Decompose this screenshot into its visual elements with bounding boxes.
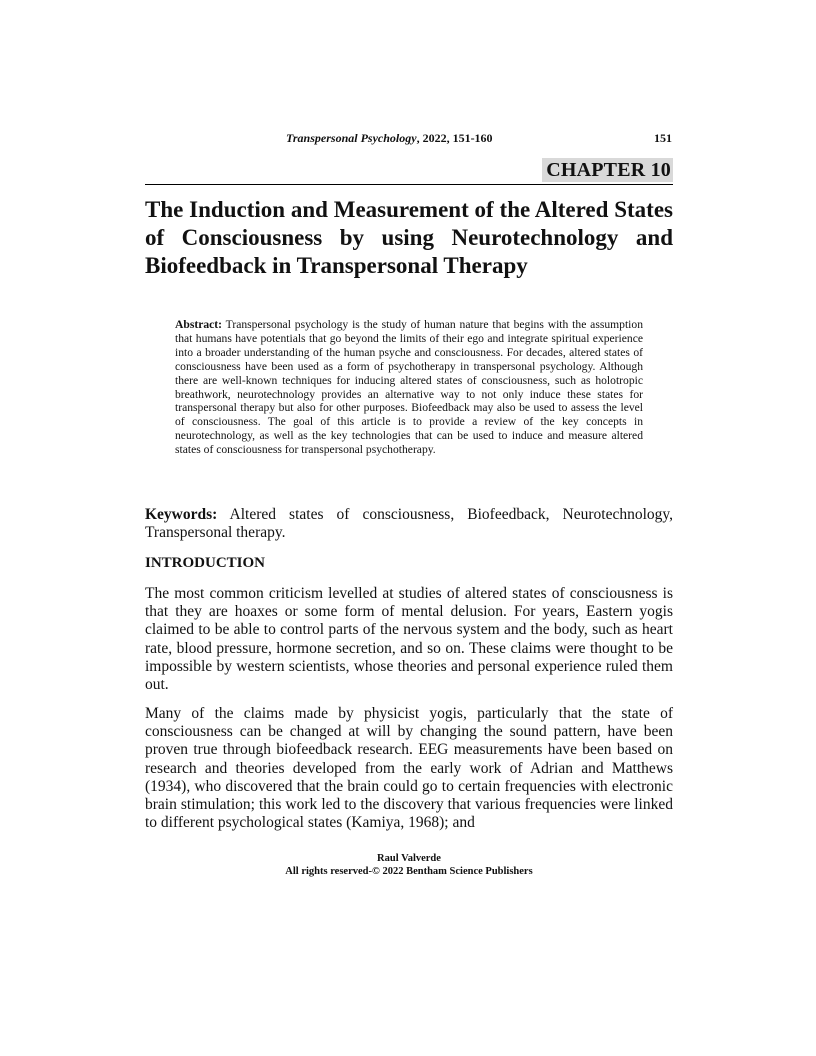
journal-name: Transpersonal Psychology (286, 131, 417, 145)
abstract (175, 318, 643, 457)
body-paragraph: Many of the claims made by physicist yogis, particularly that the state of consciousness can be changed at will by changing the sound pattern, have been proven true through biofeedback research. EEG measurements have been based on research and theories developed from the early work of Adrian and Matthews (1934), who discovered that the brain could go to certain frequencies with electronic brain stimulation; this work led to the discovery that various frequencies were linked to different psychological states (Kamiya, 1968); and (145, 705, 673, 832)
abstract-text: Transpersonal psychology is the study of human nature that begins with the assumption that humans have potentials that go beyond the limits of their ego and integrate spiritual experience into a broader understanding of the human psyche and consciousness. For decades, altered states of consciousness have been used as a form of psychotherapy in transpersonal psychology. Although there are well-known techniques for inducing altered states of consciousness, such as holotropic breathwork, neurotechnology provides an alternative way to not only induce these states for transpersonal therapy but also for other purposes. Biofeedback may also be used to assess the level of consciousness. The goal of this article is to provide a review of the key concepts in neurotechnology, as well as the key technologies that can be used to induce and measure altered states of consciousness for transpersonal psychotherapy. (175, 318, 643, 457)
keywords (145, 506, 673, 542)
chapter-banner (145, 156, 673, 185)
keywords-label: Keywords: (145, 506, 218, 523)
section-heading-introduction: INTRODUCTION (145, 555, 266, 571)
journal-citation (286, 131, 493, 146)
article-title: The Induction and Measurement of the Altered States of Consciousness by using Neurotechnology and Biofeedback in Transpersonal Therapy (145, 197, 673, 278)
citation-range: , 2022, 151-160 (416, 131, 493, 145)
page-number: 151 (654, 131, 672, 145)
body-paragraph: The most common criticism levelled at studies of altered states of consciousness is that they are hoaxes or some form of mental delusion. For years, Eastern yogis claimed to be able to control parts of the nervous system and the body, such as heart rate, blood pressure, hormone secretion, and so on. These claims were thought to be impossible by western scientists, whose theories and personal experience ruled them out. (145, 585, 673, 694)
keywords-text: Altered states of consciousness, Biofeedback, Neurotechnology, Transpersonal therapy. (145, 506, 673, 541)
footer-author: Raul Valverde (377, 853, 441, 864)
abstract-label: Abstract: (175, 318, 223, 331)
running-header (145, 131, 673, 149)
page-footer (145, 852, 673, 878)
footer-rights: All rights reserved-© 2022 Bentham Science Publishers (285, 866, 533, 877)
chapter-label: CHAPTER 10 (542, 158, 673, 182)
